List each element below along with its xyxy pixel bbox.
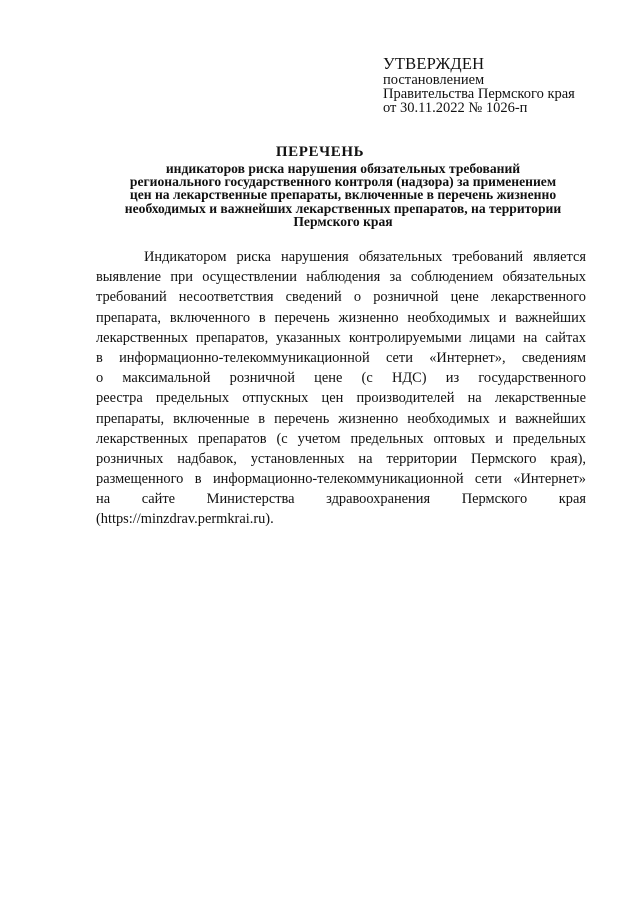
document-subtitle — [96, 162, 590, 228]
body-line: выявление при осуществлении наблюдения за соблюдением обязательных — [96, 269, 586, 286]
body-line: на сайте Министерства здравоохранения Пермского края — [96, 491, 586, 508]
approval-block — [383, 55, 613, 116]
body-line: реестра предельных отпускных цен производителей на лекарственные — [96, 390, 586, 407]
body-line: в информационно-телекоммуникационной сети «Интернет», сведениям — [96, 349, 586, 366]
body-line: Индикатором риска нарушения обязательных требований является — [144, 249, 586, 265]
subtitle-line: индикаторов риска нарушения обязательных требований — [165, 161, 521, 176]
body-line: лекарственных препаратов (с учетом предельных оптовых и предельных — [96, 430, 586, 447]
body-line: требований несоответствия сведений о розничной цене лекарственного — [96, 289, 586, 306]
body-line: розничных надбавок, установленных на территории Пермского края), — [96, 450, 586, 467]
approval-line-government: Правительства Пермского края — [383, 86, 575, 103]
document-title: ПЕРЕЧЕНЬ — [275, 144, 365, 160]
approval-line-date-number: от 30.11.2022 № 1026-п — [383, 100, 528, 117]
subtitle-line: регионального государственного контроля (надзора) за применением — [129, 174, 557, 190]
subtitle-line: Пермского края — [293, 213, 393, 229]
subtitle-line: цен на лекарственные препараты, включенные в перечень жизненно — [129, 187, 557, 203]
body-line: препарата, включенного в перечень жизненно необходимых и важнейших — [96, 309, 586, 326]
approval-line-resolution: постановлением — [383, 72, 485, 88]
approval-stamp: УТВЕРЖДЕН — [383, 54, 485, 73]
body-paragraph — [96, 247, 586, 530]
body-line: о максимальной розничной цене (с НДС) из государственного — [96, 370, 586, 387]
body-line: лекарственных препаратов, указанных контролируемыми лицами на сайтах — [96, 329, 586, 346]
body-line-url: (https://minzdrav.permkrai.ru). — [96, 511, 274, 528]
subtitle-line: необходимых и важнейших лекарственных препаратов, на территории — [124, 200, 562, 216]
body-line: размещенного в информационно-телекоммуникационной сети «Интернет» — [96, 471, 586, 488]
body-line: препараты, включенные в перечень жизненно необходимых и важнейших — [96, 410, 586, 427]
